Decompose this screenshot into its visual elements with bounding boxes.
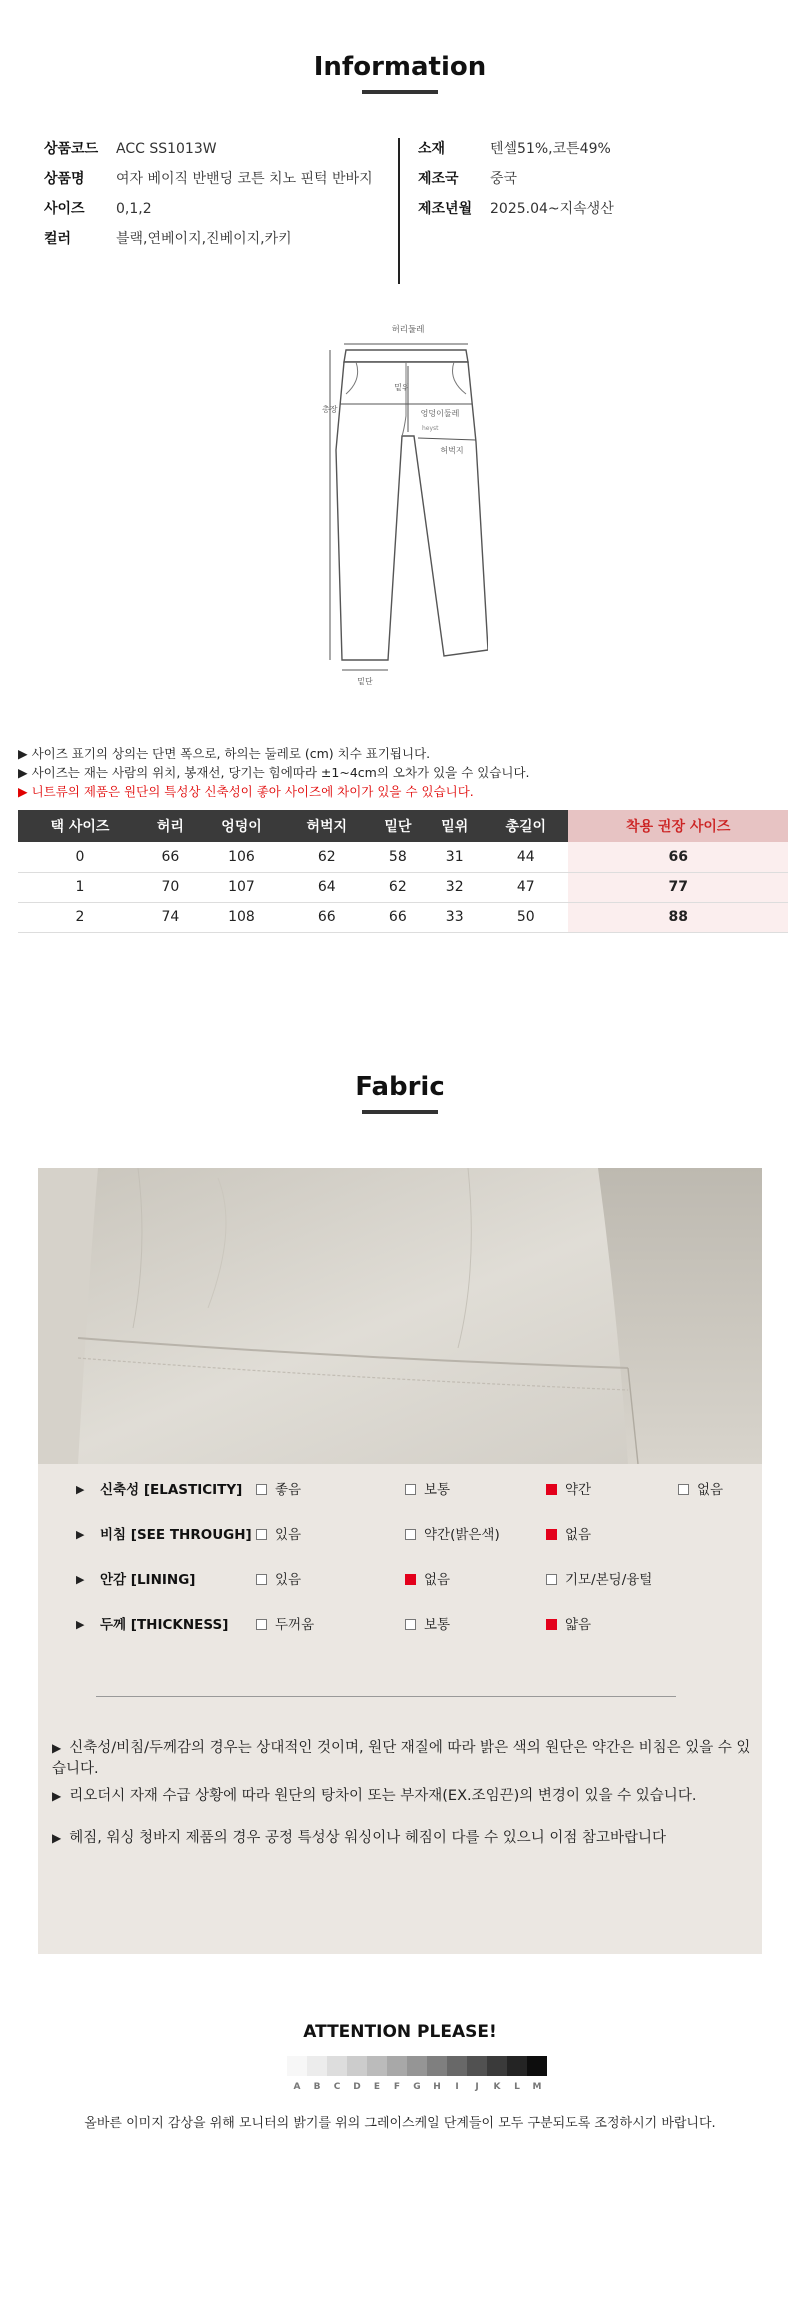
info-row-color [44, 228, 292, 250]
info-label: 사이즈 [44, 201, 85, 217]
property-row-see-through [38, 1523, 762, 1547]
checkbox-icon [678, 1484, 689, 1495]
fabric-note [52, 1784, 752, 1805]
cell: 0 [18, 842, 142, 872]
label-waist: 허리둘레 [391, 325, 425, 335]
checkbox-icon [256, 1574, 267, 1585]
cell: 32 [426, 872, 483, 902]
cell: 70 [142, 872, 199, 902]
size-notes [18, 744, 788, 801]
checkbox-icon [405, 1619, 416, 1630]
size-table [18, 810, 788, 933]
fabric-note-text: 리오더시 자재 수급 상황에 따라 원단의 탕차이 또는 부자재(EX.조임끈)의 변경이 있을 수 있습니다. [69, 1788, 697, 1804]
header-rise: 밑위 [426, 810, 483, 842]
property-name: 비침 [SEE THROUGH] [100, 1527, 252, 1543]
property-row-thickness [38, 1613, 762, 1637]
info-row-size [44, 198, 152, 220]
fabric-title: Fabric [355, 1072, 445, 1102]
property-row-lining [38, 1568, 762, 1592]
checkbox-icon [546, 1574, 557, 1585]
grayscale-strip [287, 2056, 547, 2076]
table-row [18, 902, 788, 932]
pants-illustration [318, 320, 488, 688]
cell: 74 [142, 902, 199, 932]
grayscale-label: H [433, 2082, 441, 2092]
option-lining-fleece[interactable] [546, 1568, 652, 1592]
option-thickness-normal[interactable] [405, 1613, 450, 1637]
option-label: 약간(밝은색) [424, 1527, 500, 1543]
grayscale-label: A [293, 2082, 301, 2092]
grayscale-label: D [353, 2082, 361, 2092]
grayscale-cell [487, 2056, 507, 2076]
info-label: 상품명 [44, 171, 85, 187]
option-label: 기모/본딩/융털 [565, 1572, 653, 1588]
cell: 108 [199, 902, 284, 932]
checkbox-icon [256, 1484, 267, 1495]
grayscale-cell [407, 2056, 427, 2076]
product-info-block [44, 138, 764, 284]
property-name: 안감 [LINING] [100, 1572, 196, 1588]
checkbox-checked-icon [546, 1619, 557, 1630]
property-row-elasticity [38, 1478, 762, 1502]
grayscale-label: M [532, 2082, 542, 2092]
cell: 50 [483, 902, 568, 932]
checkbox-icon [405, 1529, 416, 1540]
header-tag-size: 택 사이즈 [18, 810, 142, 842]
info-label: 컬러 [44, 231, 72, 247]
label-total: 총장 [322, 405, 338, 414]
option-see-through-slight[interactable] [405, 1523, 500, 1547]
grayscale-label: C [333, 2082, 341, 2092]
option-label: 좋음 [275, 1482, 302, 1498]
information-title-underline [362, 90, 438, 94]
information-title: Information [313, 52, 487, 82]
option-elasticity-none[interactable] [678, 1478, 723, 1502]
grayscale-label: F [393, 2082, 401, 2092]
info-row-name [44, 168, 373, 190]
option-label: 있음 [275, 1527, 302, 1543]
info-value: 여자 베이직 반밴딩 코튼 치노 핀턱 반바지 [116, 171, 373, 187]
grayscale-cell [427, 2056, 447, 2076]
label-small: heyst [422, 425, 439, 432]
checkbox-icon [256, 1529, 267, 1540]
cell: 64 [284, 872, 369, 902]
checkbox-checked-icon [546, 1529, 557, 1540]
attention-text: 올바른 이미지 감상을 위해 모니터의 밝기를 위의 그레이스케일 단계들이 모두 구분되도록 조정하시기 바랍니다. [84, 2116, 716, 2131]
fabric-title-underline [362, 1110, 438, 1114]
fabric-photo-image [38, 1168, 762, 1464]
header-recommended: 착용 권장 사이즈 [568, 810, 788, 842]
header-hip: 엉덩이 [199, 810, 284, 842]
note-line: ▶ 사이즈는 재는 사람의 위치, 봉재선, 당기는 힘에따라 ±1~4cm의 오차가 있을 수 있습니다. [18, 765, 530, 780]
grayscale-cell [287, 2056, 307, 2076]
grayscale-label: J [475, 2082, 479, 2092]
header-length: 총길이 [483, 810, 568, 842]
info-value: 2025.04~지속생산 [490, 201, 614, 217]
grayscale-cell [507, 2056, 527, 2076]
fabric-note-text: 신축성/비침/두께감의 경우는 상대적인 것이며, 원단 재질에 따라 밝은 색의 원단은 약간은 비침은 있을 수 있습니다. [52, 1740, 751, 1777]
option-label: 보통 [424, 1482, 451, 1498]
info-value: 블랙,연베이지,진베이지,카키 [116, 231, 292, 247]
triangle-icon: ▶ [76, 1618, 85, 1631]
cell: 1 [18, 872, 142, 902]
option-label: 보통 [424, 1617, 451, 1633]
info-value: ACC SS1013W [116, 141, 217, 157]
checkbox-icon [256, 1619, 267, 1630]
option-thickness-thick[interactable] [256, 1613, 314, 1637]
triangle-icon: ▶ [76, 1483, 85, 1496]
grayscale-cell [467, 2056, 487, 2076]
label-hem: 밑단 [357, 677, 373, 686]
option-label: 약간 [565, 1482, 592, 1498]
grayscale-cell [327, 2056, 347, 2076]
grayscale-cell [367, 2056, 387, 2076]
property-name: 두께 [THICKNESS] [100, 1617, 229, 1633]
pants-size-diagram [318, 320, 488, 688]
cell-recommended: 77 [568, 872, 788, 902]
grayscale-cell [447, 2056, 467, 2076]
cell: 33 [426, 902, 483, 932]
triangle-icon: ▶ [52, 1741, 62, 1755]
grayscale-cell [347, 2056, 367, 2076]
info-row-manufactured [418, 198, 614, 220]
cell: 66 [284, 902, 369, 932]
option-elasticity-good[interactable] [256, 1478, 301, 1502]
label-hip: 엉덩이둘레 [420, 409, 460, 418]
option-see-through-yes[interactable] [256, 1523, 301, 1547]
header-waist: 허리 [142, 810, 199, 842]
option-label: 있음 [275, 1572, 302, 1588]
option-lining-none[interactable] [405, 1568, 450, 1592]
info-label: 제조국 [418, 171, 459, 187]
grayscale-label: B [313, 2082, 321, 2092]
triangle-icon: ▶ [52, 1789, 62, 1803]
option-label: 없음 [697, 1482, 724, 1498]
cell: 107 [199, 872, 284, 902]
grayscale-cell [307, 2056, 327, 2076]
info-label: 소재 [418, 141, 446, 157]
cell: 106 [199, 842, 284, 872]
option-label: 없음 [565, 1527, 592, 1543]
grayscale-label: L [514, 2082, 520, 2092]
info-value: 0,1,2 [116, 201, 152, 217]
property-name: 신축성 [ELASTICITY] [100, 1482, 243, 1498]
cell: 58 [369, 842, 426, 872]
info-divider [398, 138, 400, 284]
option-elasticity-slight[interactable] [546, 1478, 591, 1502]
grayscale-cell [527, 2056, 547, 2076]
cell: 47 [483, 872, 568, 902]
triangle-icon: ▶ [76, 1573, 85, 1586]
checkbox-checked-icon [546, 1484, 557, 1495]
note-line: ▶ 사이즈 표기의 상의는 단면 폭으로, 하의는 둘레로 (cm) 치수 표기됩니다. [18, 746, 431, 761]
fabric-photo [38, 1168, 762, 1464]
option-see-through-none[interactable] [546, 1523, 591, 1547]
grayscale-label: E [373, 2082, 381, 2092]
panel-divider [96, 1696, 676, 1697]
cell: 66 [142, 842, 199, 872]
table-row [18, 842, 788, 872]
checkbox-icon [405, 1484, 416, 1495]
cell-recommended: 88 [568, 902, 788, 932]
grayscale-labels [287, 2082, 547, 2092]
triangle-icon: ▶ [76, 1528, 85, 1541]
info-row-origin [418, 168, 517, 190]
cell: 2 [18, 902, 142, 932]
cell: 31 [426, 842, 483, 872]
header-thigh: 허벅지 [284, 810, 369, 842]
header-hem: 밑단 [369, 810, 426, 842]
cell: 44 [483, 842, 568, 872]
grayscale-label: G [413, 2082, 421, 2092]
triangle-icon: ▶ [52, 1831, 62, 1845]
cell-recommended: 66 [568, 842, 788, 872]
option-label: 얇음 [565, 1617, 592, 1633]
grayscale-label: K [493, 2082, 501, 2092]
grayscale-cell [387, 2056, 407, 2076]
info-label: 상품코드 [44, 141, 99, 157]
note-line-warning: ▶ 니트류의 제품은 원단의 특성상 신축성이 좋아 사이즈에 차이가 있을 수 있습니다. [18, 784, 474, 799]
label-thigh: 허벅지 [440, 446, 464, 455]
attention-title: ATTENTION PLEASE! [303, 2022, 497, 2042]
option-elasticity-normal[interactable] [405, 1478, 450, 1502]
cell: 62 [284, 842, 369, 872]
cell: 66 [369, 902, 426, 932]
info-value: 텐셀51%,코튼49% [490, 141, 611, 157]
option-label: 두꺼움 [275, 1617, 315, 1633]
fabric-note-text: 헤짐, 워싱 청바지 제품의 경우 공정 특성상 워싱이나 헤짐이 다를 수 있으니 이점 참고바랍니다 [69, 1830, 667, 1846]
fabric-properties-panel [38, 1464, 762, 1954]
info-row-material [418, 138, 611, 160]
size-table-header-row [18, 810, 788, 842]
info-label: 제조년월 [418, 201, 473, 217]
cell: 62 [369, 872, 426, 902]
label-rise: 밑위 [394, 383, 410, 392]
fabric-note [52, 1736, 752, 1778]
fabric-note [52, 1826, 752, 1847]
option-label: 없음 [424, 1572, 451, 1588]
grayscale-label: I [455, 2082, 459, 2092]
option-thickness-thin[interactable] [546, 1613, 591, 1637]
checkbox-checked-icon [405, 1574, 416, 1585]
table-row [18, 872, 788, 902]
info-row-code [44, 138, 217, 160]
option-lining-yes[interactable] [256, 1568, 301, 1592]
info-value: 중국 [490, 171, 518, 187]
